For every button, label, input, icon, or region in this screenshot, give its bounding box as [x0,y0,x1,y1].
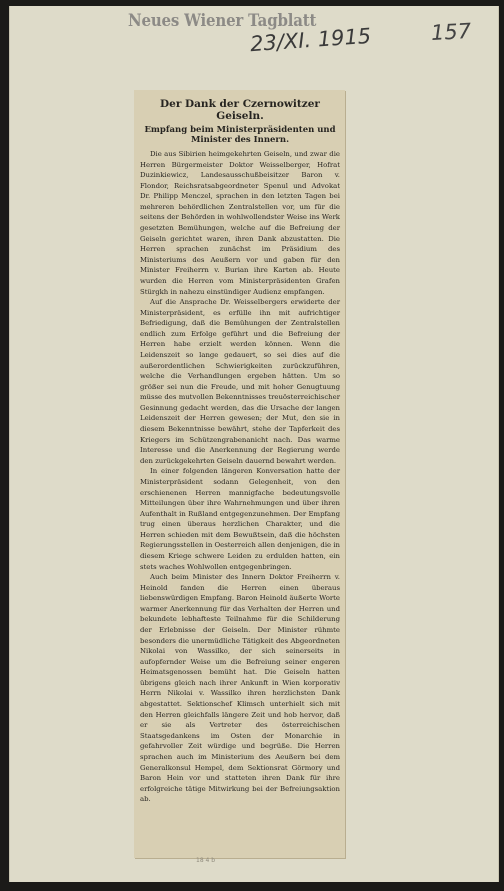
clipping-footer-mark: 18 4 b [196,857,216,864]
article-paragraph: Auf die Ansprache Dr. Weisselbergers erwiderte der Ministerpräsident, es erfülle ihn mit aufrichtiger Befriedigung, daß die Bemühungen der Zentralstellen endlich zum Erfolge geführt und die Befreiung der Herren habe erzielt werden können. Wenn die Leidenszeit so lange gedauert, so sei dies auf die außerordentlichen Schwierigkeiten zurückzuführen, welche die Verhandlungen ergeben hätten. Um so größer sei nun die Freude, und mit hoher Genugtuung müsse des mutvollen Bekenntnisses treuösterreichischer Gesinnung gedacht werden, das die Ursache der langen Leidenszeit der Herren gewesen; der Mut, den sie in diesem Bekenntnisse bewährt, stehe der Tapferkeit des Kriegers im Schützengrabenanicht nach. Das warme Interesse und die Anerkennung der Regierung werde den zurückgekehrten Geiseln dauernd bewahrt werden. [140,298,340,465]
article-paragraph: Die aus Sibirien heimgekehrten Geiseln, und zwar die Herren Bürgermeister Doktor Weisselberger, Hofrat Duzinkiewicz, Landesausschußbeisitzer Baron v. Flondor, Reichsratsabgeordneter Spenul und Advokat Dr. Philipp Menczel, sprachen in den letzten Tagen bei mehreren behördlichen Zentralstellen vor, um für die seitens der Behörden in wohlwollendster Weise ins Werk gesetzten Bemühungen, welche auf die Befreiung der Geiseln gerichtet waren, ihren Dank abzustatten. Die Herren sprachen zunächst im Präsidium des Ministeriums des Aeußern vor und gaben für den Minister Freiherrn v. Burian ihre Karten ab. Heute wurden die Herren vom Ministerpräsidenten Grafen Stürgkh in nahezu einstündiger Audienz empfangen. [140,150,340,296]
article-paragraph: Auch beim Minister des Innern Doktor Freiherrn v. Heinold fanden die Herren einen überaus liebenswürdigen Empfang. Baron Heinold äußerte Worte warmer Anerkennung für das Verhalten der Herren und bekundete lebhafteste Teilnahme für die Schilderung der Erlebnisse der Geiseln. Der Minister rühmte besonders die unermüdliche Tätigkeit des Abgeordneten Nikolai von Wassilko, der sich seinerseits in aufopfernder Weise um die Befreiung seiner engeren Heimatsgenossen bemüht hat. Die Geiseln hatten übrigens gleich nach ihrer Ankunft in Wien korporativ Herrn Nikolai v. Wassilko ihren herzlichsten Dank abgestattet. Sektionschef Klimsch unterhielt sich mit den Herren gleichfalls längere Zeit und hob hervor, daß er sie als Vertreter des österreichischen Staatsgedankens im Osten der Monarchie in gefahrvoller Zeit würdige und begrüße. Die Herren sprachen auch im Ministerium des Aeußern bei dem Generalkonsul Hempel, dem Sektionsrat Görmory und Baron Hein vor und statteten ihren Dank für ihre erfolgreiche tätige Mitwirkung bei der Befreiungsaktion ab. [140,573,340,804]
handwritten-page-number: 157 [430,18,472,46]
article-column [140,96,340,805]
article-subtitle: Empfang beim Ministerpräsidenten und Minister des Innern. [144,125,336,145]
article-paragraph: In einer folgenden längeren Konversation hatte der Ministerpräsident sodann Gelegenheit, von den erschienenen Herren mannigfache bedeutungsvolle Mitteilungen über ihre Wahrnehmungen und über ihren Aufenthalt in Rußland entgegenzunehmen. Der Empfang trug einen überaus herzlichen Charakter, und die Herren schieden mit dem Bewußtsein, daß die höchsten Regierungsstellen in Oesterreich allen denjenigen, die in diesem Kriege schwere Leiden zu erdulden hatten, ein stets waches Wohlwollen entgegenbringen. [140,467,340,571]
article-title: Der Dank der Czernowitzer Geiseln. [160,98,320,122]
newspaper-stamp: Neues Wiener Tagblatt [128,11,317,31]
handwritten-date: 23/XI. 1915 [249,23,372,57]
